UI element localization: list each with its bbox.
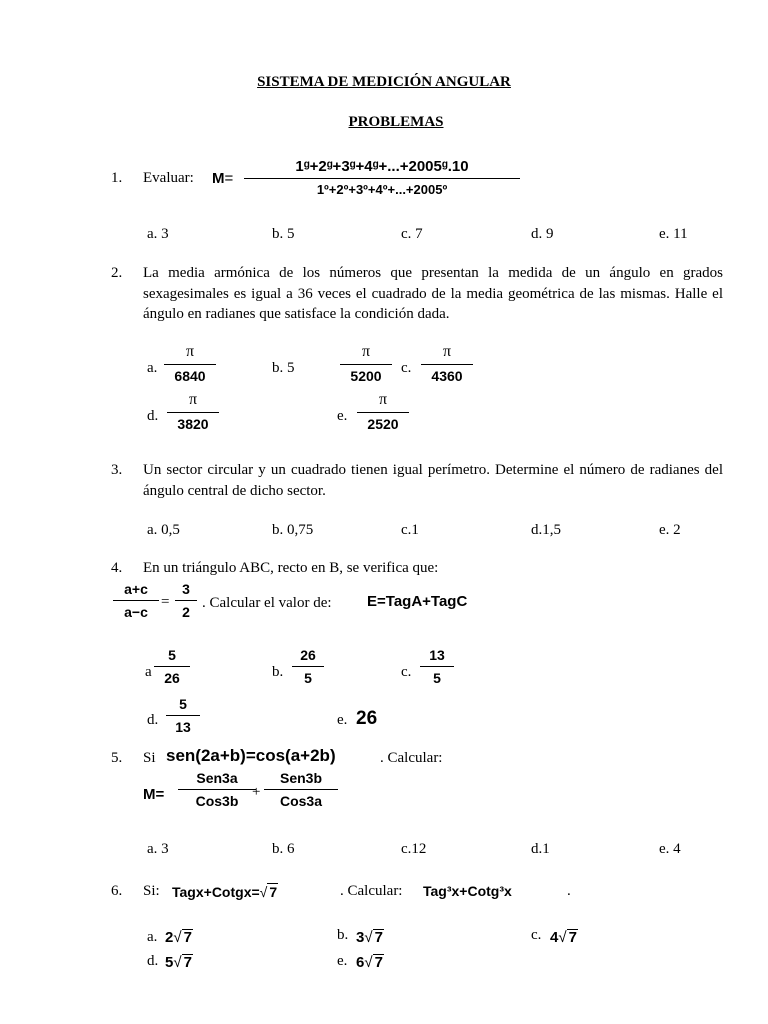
problem-1-option-b: b. 5: [272, 226, 295, 242]
problem-5-option-a: a. 3: [147, 841, 169, 857]
problem-6-option-a-label: a.: [147, 929, 158, 945]
problem-1-M: M=: [212, 170, 234, 187]
problem-4-option-c-label: c.: [401, 664, 412, 680]
fraction-denominator: 13: [175, 719, 191, 735]
problem-4-mid-text: . Calcular el valor de:: [202, 595, 332, 611]
fraction-bar: [113, 600, 159, 601]
fraction-denominator: 5200: [350, 368, 382, 384]
problem-3-text: Un sector circular y un cuadrado tienen igual perímetro. Determine el número de radianes del ángulo central de dicho sector.: [143, 462, 723, 499]
fraction-numerator: 3: [182, 581, 190, 597]
problem-2-option-a-fraction: [164, 343, 216, 384]
problem-1-fraction: [244, 158, 520, 197]
problem-6-option-b-value: 3√ 7: [356, 929, 383, 946]
fraction-numerator: 13: [429, 647, 445, 663]
problem-2-text: La media armónica de los números que presentan la medida de un ángulo en grados sexagesimales es igual a 36 veces el cuadrado de la media geométrica de las mismas. Halle el ángulo en radianes que satisface la condición dada.: [143, 265, 723, 322]
problem-4-option-a-fraction: [154, 647, 190, 686]
problem-3-option-c: c.1: [401, 522, 419, 538]
pi-symbol: π: [188, 391, 198, 408]
problem-1-option-a: a. 3: [147, 226, 169, 242]
problem-6-number: 6.: [111, 883, 123, 899]
fraction-bar: [420, 666, 454, 667]
problem-1-option-e: e. 11: [659, 226, 688, 242]
problem-3-option-d: d.1,5: [531, 522, 561, 538]
fraction-numerator: Sen3b: [279, 770, 322, 786]
fraction-denominator: 5: [304, 670, 312, 686]
problem-6-option-d-label: d.: [147, 953, 159, 969]
problem-5-tail: . Calcular:: [380, 750, 443, 766]
problem-1-numerator: 1ᵍ+2ᵍ+3ᵍ+4ᵍ+...+2005ᵍ.10: [295, 158, 469, 175]
problem-2-option-c-fraction: [421, 343, 473, 384]
problem-5-expression: sen(2a+b)=cos(a+2b): [166, 746, 336, 765]
problem-1-option-c: c. 7: [401, 226, 423, 242]
fraction-numerator: 26: [300, 647, 316, 663]
problem-4-option-c-fraction: [420, 647, 454, 686]
problem-5-M: M=: [143, 786, 165, 803]
fraction-bar: [164, 364, 216, 365]
problem-5-option-c: c.12: [401, 841, 427, 857]
fraction-bar: [292, 666, 324, 667]
section-title: PROBLEMAS: [348, 114, 444, 130]
problem-2-option-e-label: e.: [337, 408, 348, 424]
problem-2-option-a-label: a.: [147, 360, 158, 376]
pi-symbol: π: [361, 343, 371, 360]
problem-4-number: 4.: [111, 560, 123, 576]
problem-1-lead: Evaluar:: [143, 170, 194, 186]
fraction-bar: [154, 666, 190, 667]
problem-5-fraction-1: [178, 770, 256, 809]
problem-4-option-a-label: a: [145, 664, 152, 680]
fraction-denominator: Cos3a: [279, 793, 323, 809]
problem-4-lhs-fraction: [113, 581, 159, 620]
problem-1-number: 1.: [111, 170, 123, 186]
fraction-numerator: 5: [179, 696, 187, 712]
problem-5-plus: +: [252, 784, 261, 800]
fraction-denominator: 2: [182, 604, 190, 620]
problem-2-option-d-fraction: [167, 391, 219, 432]
fraction-bar: [244, 178, 520, 179]
fraction-numerator: 5: [168, 647, 176, 663]
fraction-denominator: 3820: [177, 416, 209, 432]
problem-4-option-e-label: e.: [337, 712, 348, 728]
problem-5-option-b: b. 6: [272, 841, 295, 857]
problem-2-option-b-label: b. 5: [272, 360, 295, 376]
problem-6-calc-expression: Tag³x+Cotg³x: [423, 883, 512, 899]
problem-4-text: En un triángulo ABC, recto en B, se verifica que:: [143, 560, 439, 576]
pi-symbol: π: [442, 343, 452, 360]
problem-5-number: 5.: [111, 750, 123, 766]
problem-4-rhs-fraction: [175, 581, 197, 620]
problem-4-option-d-label: d.: [147, 712, 159, 728]
problem-6-option-b-label: b.: [337, 927, 349, 943]
problem-2-option-c-label: c.: [401, 360, 412, 376]
fraction-numerator: a+c: [124, 581, 148, 597]
problem-2-number: 2.: [111, 265, 123, 281]
problem-6-option-d-value: 5√ 7: [165, 954, 192, 971]
problem-3-option-a: a. 0,5: [147, 522, 180, 538]
fraction-bar: [175, 600, 197, 601]
fraction-denominator: 26: [164, 670, 180, 686]
problem-1-denominator: 1º+2º+3º+4º+...+2005º: [316, 182, 448, 197]
problem-2-option-d-label: d.: [147, 408, 159, 424]
fraction-numerator: Sen3a: [196, 770, 238, 786]
fraction-denominator: 6840: [174, 368, 206, 384]
problem-6-option-c-value: 4√ 7: [550, 929, 577, 946]
fraction-denominator: 2520: [367, 416, 399, 432]
fraction-denominator: Cos3b: [195, 793, 239, 809]
problem-5-option-e: e. 4: [659, 841, 681, 857]
problem-3-option-b: b. 0,75: [272, 522, 314, 538]
problem-5-fraction-2: [264, 770, 338, 809]
problem-4-option-e-value: 26: [356, 708, 378, 729]
fraction-bar: [166, 715, 200, 716]
problem-4-option-d-fraction: [166, 696, 200, 735]
problem-4-option-b-fraction: [292, 647, 324, 686]
fraction-denominator: a−c: [124, 604, 148, 620]
problem-6-option-e-value: 6√ 7: [356, 954, 383, 971]
problem-4-option-b-label: b.: [272, 664, 284, 680]
problem-4-expression: E=TagA+TagC: [367, 593, 468, 610]
problem-5-option-d: d.1: [531, 841, 550, 857]
problem-6-tail: . Calcular:: [340, 883, 403, 899]
fraction-denominator: 5: [433, 670, 441, 686]
pi-symbol: π: [185, 343, 195, 360]
fraction-bar: [264, 789, 338, 790]
fraction-bar: [357, 412, 409, 413]
problem-2-option-e-fraction: [357, 391, 409, 432]
fraction-bar: [167, 412, 219, 413]
problem-6-option-a-value: 2√ 7: [165, 929, 192, 946]
pi-symbol: π: [378, 391, 388, 408]
problem-6-option-c-label: c.: [531, 927, 542, 943]
problem-6-option-e-label: e.: [337, 953, 348, 969]
problem-4-equals: =: [161, 594, 170, 610]
problem-3-number: 3.: [111, 462, 123, 478]
fraction-bar: [421, 364, 473, 365]
fraction-bar: [178, 789, 256, 790]
problem-2-option-b-fraction: [340, 343, 392, 384]
problem-6-dot: .: [567, 883, 571, 899]
problem-5-lead: Si: [143, 750, 156, 766]
problem-3-option-e: e. 2: [659, 522, 681, 538]
problem-6-lead: Si:: [143, 883, 160, 899]
problem-1-option-d: d. 9: [531, 226, 554, 242]
page-title: SISTEMA DE MEDICIÓN ANGULAR: [257, 74, 511, 90]
fraction-bar: [340, 364, 392, 365]
problem-6-expression: Tagx+Cotgx=√ 7: [172, 884, 278, 900]
fraction-denominator: 4360: [431, 368, 463, 384]
